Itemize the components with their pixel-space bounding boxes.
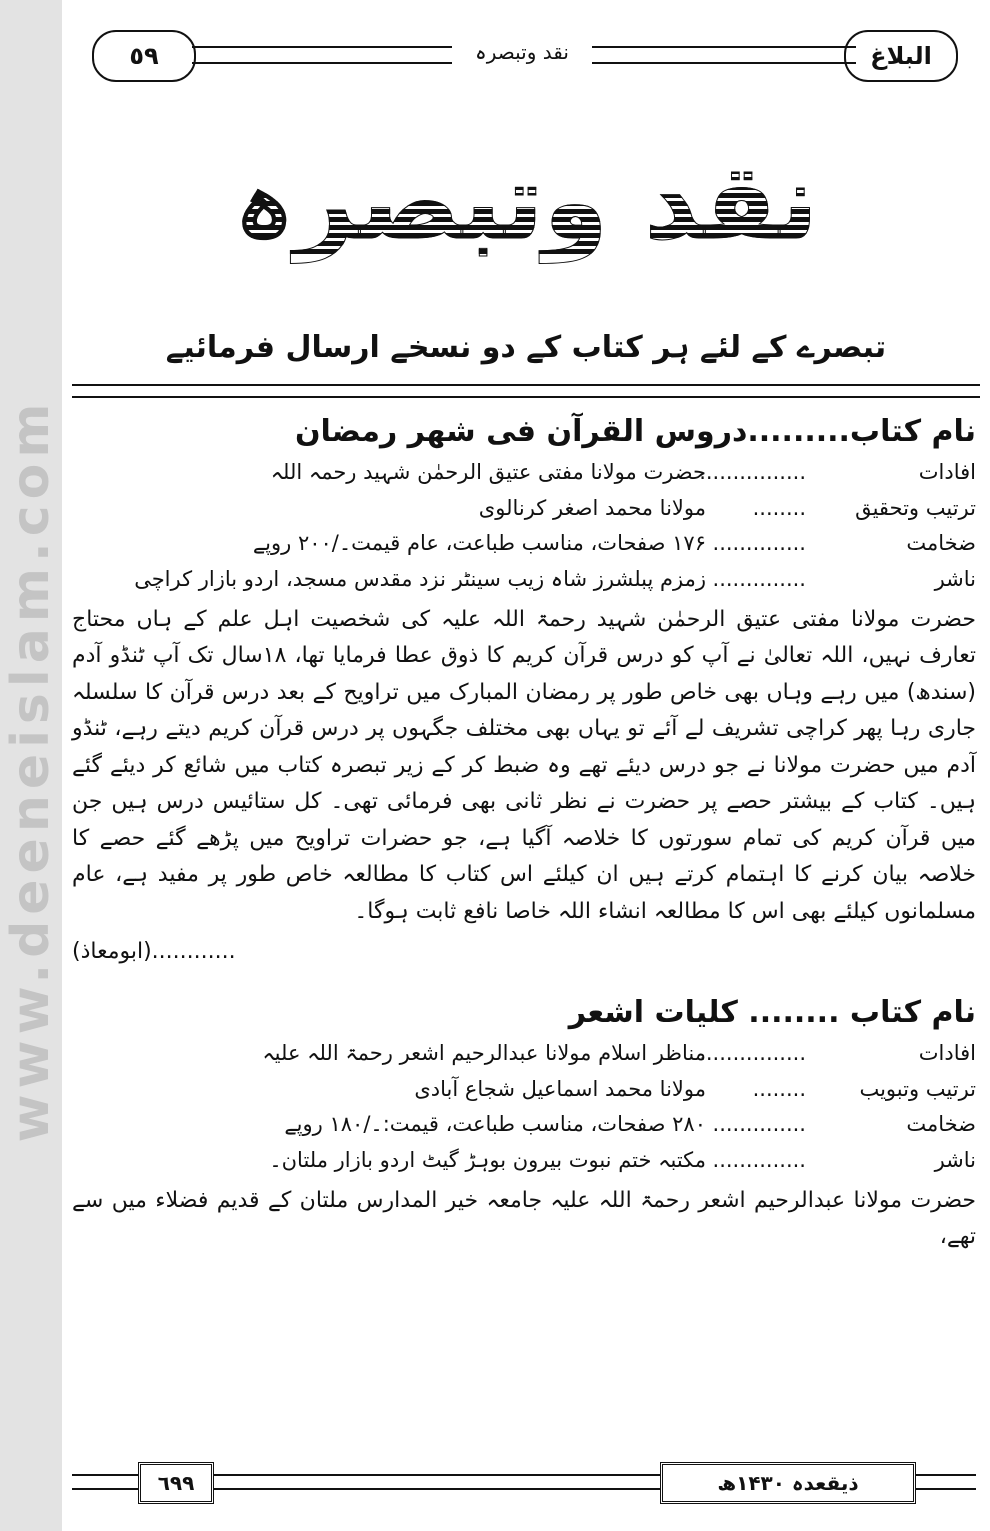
footer-issue-date: ذیقعدہ ۱۴۳۰ھ [660,1462,916,1504]
meta-label: افادات [918,1040,976,1065]
review-signature: ............(ابومعاذ) [72,939,236,965]
reviews-content [72,410,976,1256]
meta-label: افادات [918,460,976,484]
footer-page-number: ٦٩٩ [138,1462,214,1504]
meta-dots: .............. [712,1112,806,1137]
spacer [72,971,976,991]
watermark-text: www.deeneislam.com [1,397,61,1143]
meta-value: مکتبہ ختم نبوت بیرون بوہڑ گیٹ اردو بازار ملتان۔ [269,1147,706,1172]
meta-dots: .............. [712,1147,806,1172]
meta-dots: .............. [712,567,806,592]
page-title: نقد وتبصرہ [62,150,990,254]
meta-row [72,491,976,527]
meta-value: مولانا محمد اصغر کرنالوی [478,495,706,520]
meta-row [72,1072,976,1108]
meta-value: حضرت مولانا مفتی عتیق الرحمٰن شہید رحمہ اللہ [270,460,706,484]
review-1 [72,414,976,971]
meta-row [72,1143,976,1179]
meta-row [72,1107,976,1143]
meta-value: ۲۸۰ صفحات، مناسب طباعت، قیمت:۔/۱۸۰ روپے [284,1112,706,1137]
meta-row [72,526,976,562]
meta-dots: ................ [699,460,806,484]
meta-dots: ................ [699,1040,806,1065]
title-divider [72,384,980,398]
meta-dots: ........ [752,495,806,520]
review-book-title: نام کتاب.........دروس القرآن فی شھر رمضان [294,414,976,449]
meta-label: ناشر [934,567,976,592]
meta-row [72,455,976,491]
meta-label: ضخامت [906,531,976,556]
meta-value: ۱۷۶ صفحات، مناسب طباعت، عام قیمت۔/۲۰۰ روپے [252,531,706,556]
meta-value: زمزم پبلشرز شاہ زیب سینٹر نزد مقدس مسجد، اردو بازار کراچی [134,567,706,592]
running-header [72,24,976,84]
header-page-number: ٥٩ [92,30,196,82]
side-watermark-strip [0,0,62,1531]
meta-value: مناظر اسلام مولانا عبدالرحیم اشعر رحمۃ اللہ علیہ [262,1040,706,1065]
meta-dots: .............. [712,531,806,556]
meta-label: ترتیب وتحقیق [855,495,976,520]
review-book-title: نام کتاب ........ کلیات اشعر [568,994,976,1030]
brand-logo: البلاغ [844,30,958,82]
page [62,0,990,1531]
review-2 [72,995,976,1256]
header-section-title: نقد وتبصرہ [452,40,592,64]
meta-label: ضخامت [906,1112,976,1137]
meta-label: ترتیب وتبویب [859,1076,976,1101]
review-body: حضرت مولانا مفتی عتیق الرحمٰن شہید رحمۃ اللہ علیہ کی شخصیت اہل علم کے ہاں محتاج تعارف نہیں، اللہ تعالیٰ نے آپ کو درس قرآن کریم کا ذوق عطا فرمایا تھا، ۱۸سال تک آپ ٹنڈو آدم (سندھ) میں رہے وہاں بھی خاص طور پر رمضان المبارک میں تراویح کے بعد درس قرآن کا سلسلہ جاری رہا پھر کراچی تشریف لے آئے تو یہاں بھی مختلف جگہوں پر درس قرآن کریم دیتے رہے، ٹنڈو آدم میں حضرت مولانا نے جو درس دیئے تھے وہ ضبط کر کے زیر تبصرہ کتاب میں شائع کر دیئے گئے ہیں۔ کتاب کے بیشتر حصے پر حضرت نے نظر ثانی بھی فرمائی تھی۔ کل ستائیس درس ہیں جن میں قرآن کریم کی تمام سورتوں کا خلاصہ آگیا ہے، جو حضرات تراویح میں پڑھے گئے حصے کا خلاصہ بیان کرنے کا اہتمام کرتے ہیں ان کیلئے اس کتاب کا مطالعہ خاص طور پر مفید ہے، عام مسلمانوں کیلئے بھی اس کا مطالعہ انشاء اللہ خاصا نافع ثابت ہوگا۔ [72,606,977,924]
review-body: حضرت مولانا عبدالرحیم اشعر رحمۃ اللہ علیہ جامعہ خیر المدارس ملتان کے قدیم فضلاء میں سے تھے، [72,1187,976,1250]
page-subtitle: تبصرے کے لئے ہر کتاب کے دو نسخے ارسال فرمائیے [165,330,887,365]
meta-dots: ........ [752,1076,806,1101]
meta-label: ناشر [934,1147,976,1172]
meta-row [72,1036,976,1072]
meta-value: مولانا محمد اسماعیل شجاع آبادی [414,1076,706,1101]
running-footer [72,1458,976,1506]
meta-row [72,562,976,598]
